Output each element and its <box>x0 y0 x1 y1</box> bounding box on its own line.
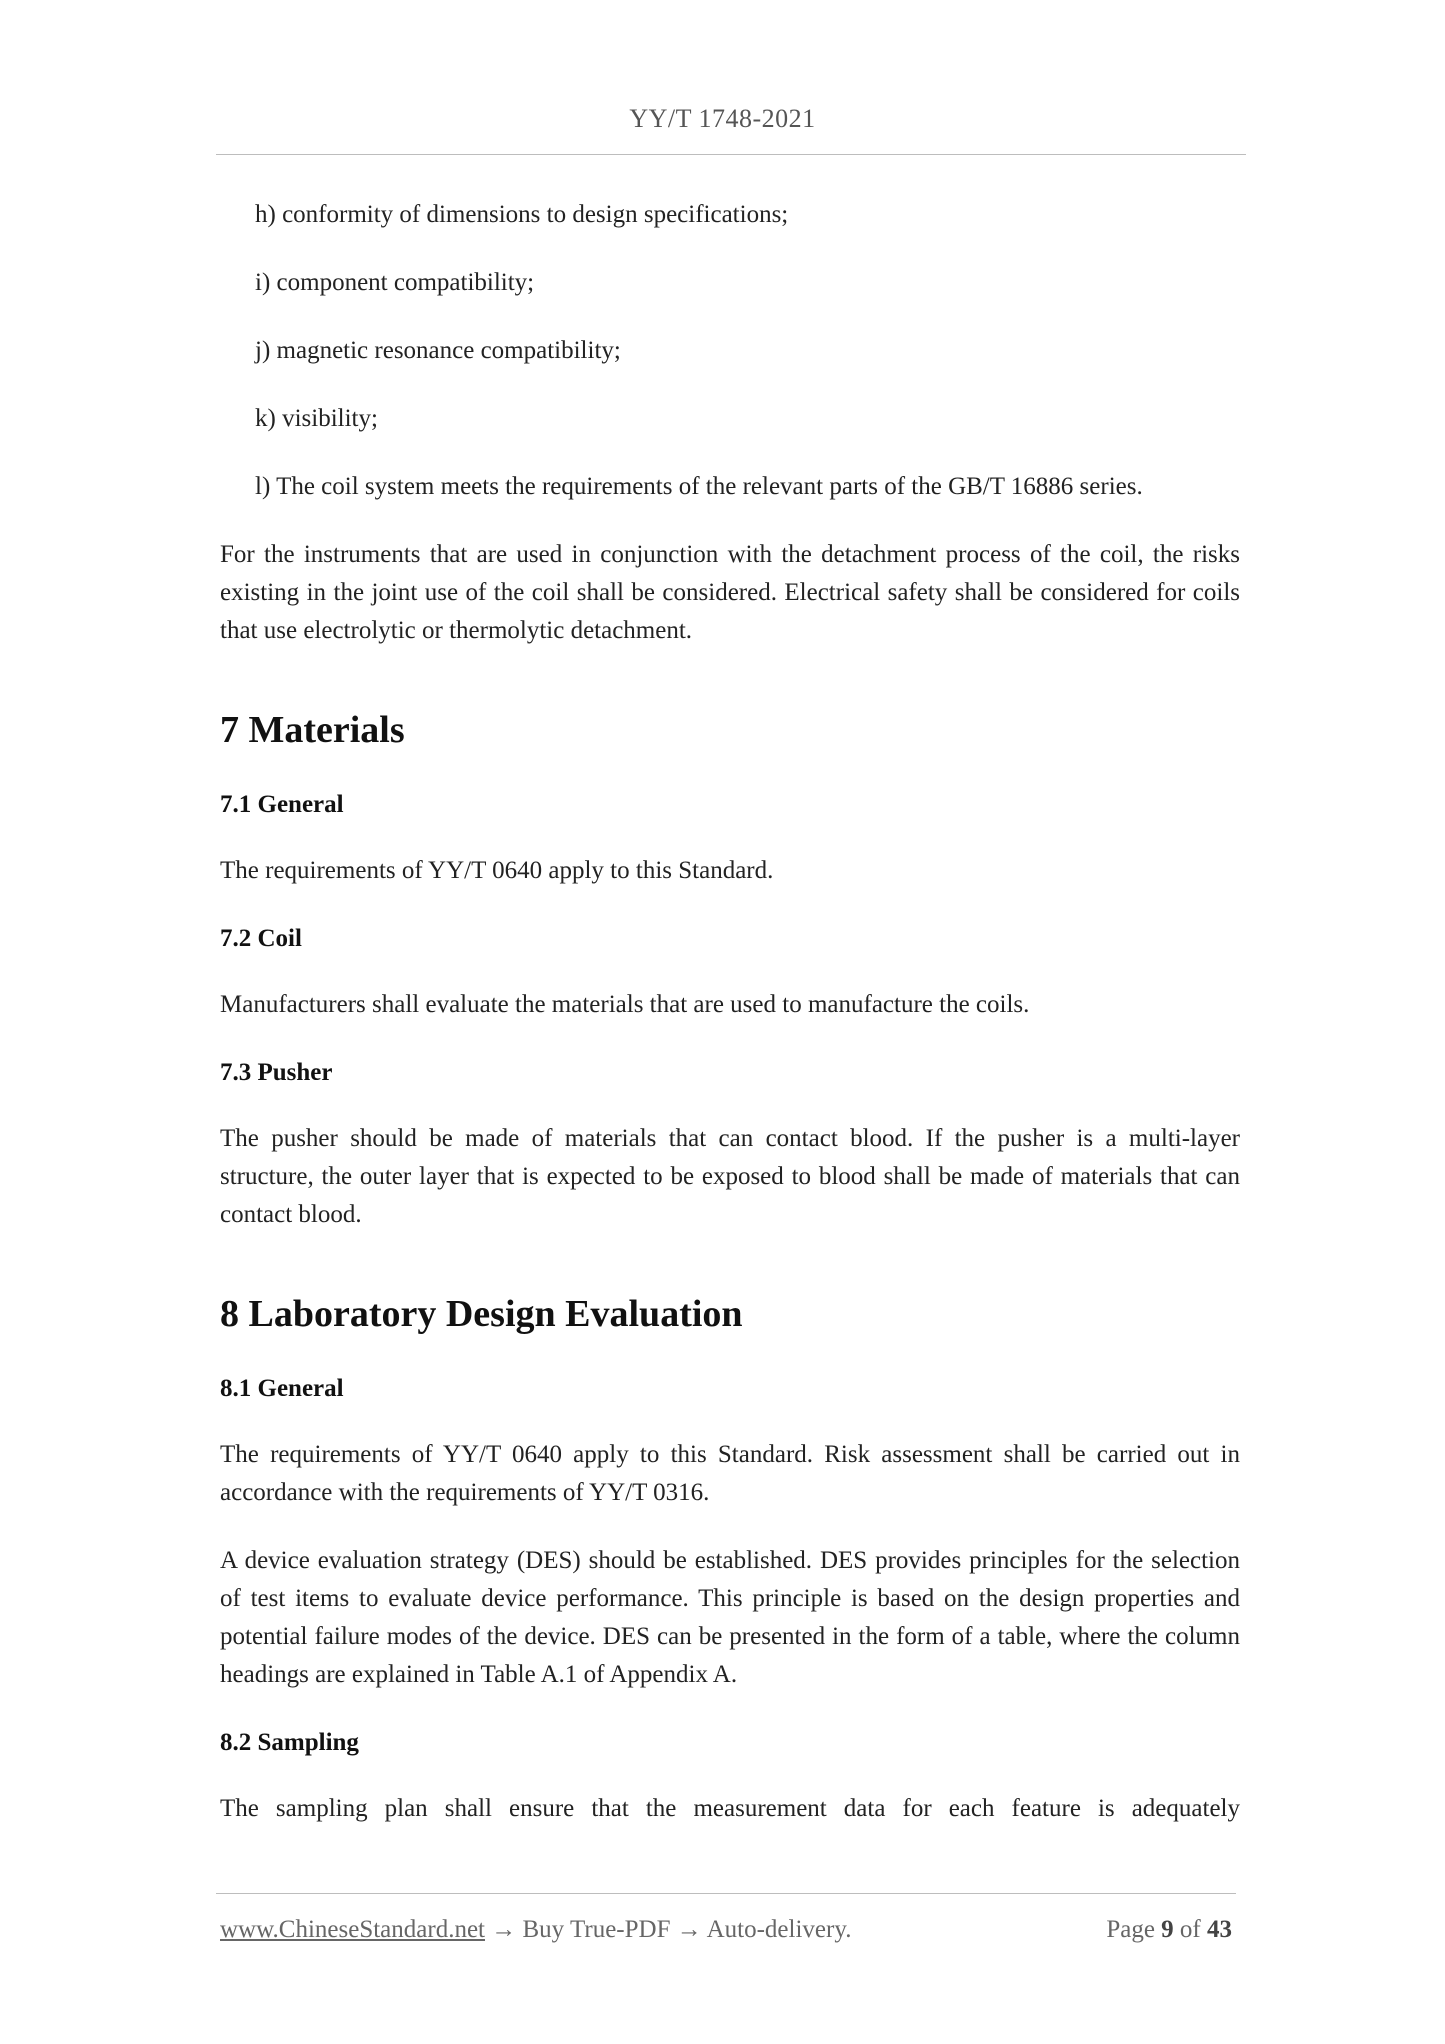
arrow-right-icon: → <box>676 1916 702 1943</box>
list-item: k) visibility; <box>255 405 378 432</box>
list-item: i) component compatibility; <box>255 269 535 296</box>
section-7-2-heading: 7.2 Coil <box>220 925 302 952</box>
page-indicator <box>1106 1916 1232 1944</box>
section-8-2-text: The sampling plan shall ensure that the measurement data for each feature is adequately <box>220 1795 1240 1822</box>
section-7-1-heading: 7.1 General <box>220 791 344 818</box>
header-divider <box>216 154 1246 155</box>
list-item: l) The coil system meets the requirements of the relevant parts of the GB/T 16886 series. <box>255 473 1143 500</box>
section-8-1-text-2: A device evaluation strategy (DES) should be established. DES provides principles for the selection of test items to evaluate device performance. This principle is based on the design properties and potential failure modes of the device. DES can be presented in the form of a table, where the column headings are explained in Table A.1 of Appendix A. <box>220 1547 1240 1688</box>
page-total: 43 <box>1207 1916 1232 1943</box>
list-item: h) conformity of dimensions to design specifications; <box>255 201 789 228</box>
page-number: 9 <box>1161 1916 1174 1943</box>
auto-delivery-text: Auto-delivery. <box>706 1916 852 1943</box>
section-8-heading: 8 Laboratory Design Evaluation <box>220 1293 743 1335</box>
section-7-heading: 7 Materials <box>220 709 405 751</box>
section-8-2-heading: 8.2 Sampling <box>220 1729 359 1756</box>
of-label: of <box>1179 1916 1201 1943</box>
header-title: YY/T 1748-2021 <box>629 104 816 133</box>
section-8-1-heading: 8.1 General <box>220 1375 344 1402</box>
section-7-1-text: The requirements of YY/T 0640 apply to this Standard. <box>220 857 774 884</box>
list-item: j) magnetic resonance compatibility; <box>255 337 621 364</box>
arrow-right-icon: → <box>491 1916 517 1943</box>
page-label: Page <box>1106 1916 1155 1943</box>
intro-paragraph: For the instruments that are used in conjunction with the detachment process of the coil, the risks existing in the joint use of the coil shall be considered. Electrical safety shall be considered for coils that use electrolytic or thermolytic detachment. <box>220 541 1240 644</box>
footer-left <box>220 1916 851 1944</box>
section-7-3-heading: 7.3 Pusher <box>220 1059 333 1086</box>
page-content <box>220 196 1240 1858</box>
section-8-1-text-1: The requirements of YY/T 0640 apply to this Standard. Risk assessment shall be carried out in accordance with the requirements of YY/T 0316. <box>220 1441 1240 1506</box>
section-7-2-text: Manufacturers shall evaluate the materials that are used to manufacture the coils. <box>220 991 1030 1018</box>
chinesestandard-link[interactable]: www.ChineseStandard.net <box>220 1916 485 1943</box>
page-footer <box>220 1916 1232 1944</box>
buy-true-pdf-text: Buy True-PDF <box>522 1916 671 1943</box>
section-7-3-text: The pusher should be made of materials that can contact blood. If the pusher is a multi-layer structure, the outer layer that is expected to be exposed to blood shall be made of materials that can contact blood. <box>220 1125 1240 1228</box>
footer-divider <box>216 1893 1236 1894</box>
